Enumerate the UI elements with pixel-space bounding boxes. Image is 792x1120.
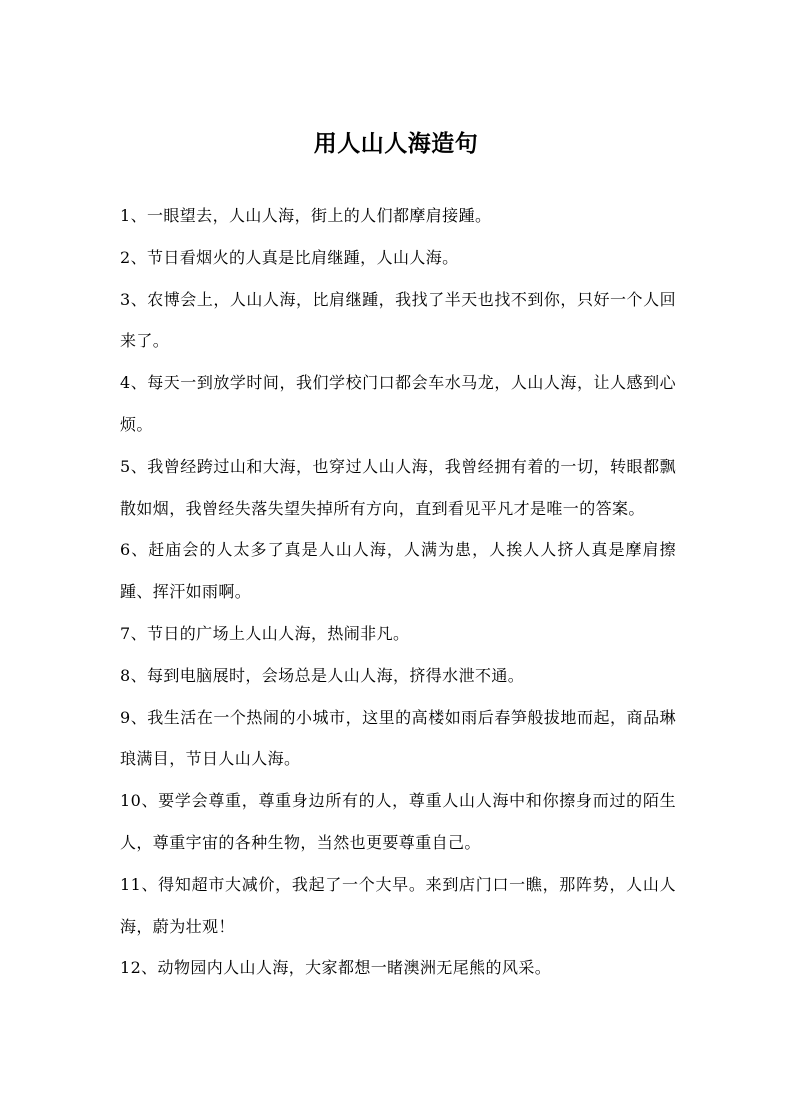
sentence-item: 8、每到电脑展时，会场总是人山人海，挤得水泄不通。 <box>120 665 525 685</box>
sentence-item: 10、要学会尊重，尊重身边所有的人，尊重人山人海中和你擦身而过的陌生人，尊重宇宙的各种生物，当然也更要尊重自己。 <box>120 791 676 852</box>
sentence-item: 7、节日的广场上人山人海，热闹非凡。 <box>120 623 410 643</box>
sentence-item: 6、赶庙会的人太多了真是人山人海，人满为患，人挨人人挤人真是摩肩擦踵、挥汗如雨啊。 <box>120 540 676 602</box>
document-title: 用人山人海造句 <box>313 131 479 157</box>
sentence-item: 2、节日看烟火的人真是比肩继踵，人山人海。 <box>120 247 459 267</box>
sentence-item: 12、动物园内人山人海，大家都想一睹澳洲无尾熊的风采。 <box>120 958 552 978</box>
sentence-item: 1、一眼望去，人山人海，街上的人们都摩肩接踵。 <box>120 206 492 225</box>
sentence-item: 9、我生活在一个热闹的小城市，这里的高楼如雨后春笋般拔地而起，商品琳琅满目，节日人山人海。 <box>120 707 676 769</box>
sentence-item: 4、每天一到放学时间，我们学校门口都会车水马龙，人山人海，让人感到心烦。 <box>120 373 676 434</box>
sentence-list <box>120 195 676 989</box>
sentence-item: 11、得知超市大减价，我起了一个大早。来到店门口一瞧，那阵势，人山人海，蔚为壮观！ <box>120 874 676 936</box>
sentence-item: 5、我曾经跨过山和大海，也穿过人山人海，我曾经拥有着的一切，转眼都飘散如烟，我曾经失落失望失掉所有方向，直到看见平凡才是唯一的答案。 <box>120 456 676 518</box>
sentence-item: 3、农博会上，人山人海，比肩继踵，我找了半天也找不到你，只好一个人回来了。 <box>120 289 676 351</box>
